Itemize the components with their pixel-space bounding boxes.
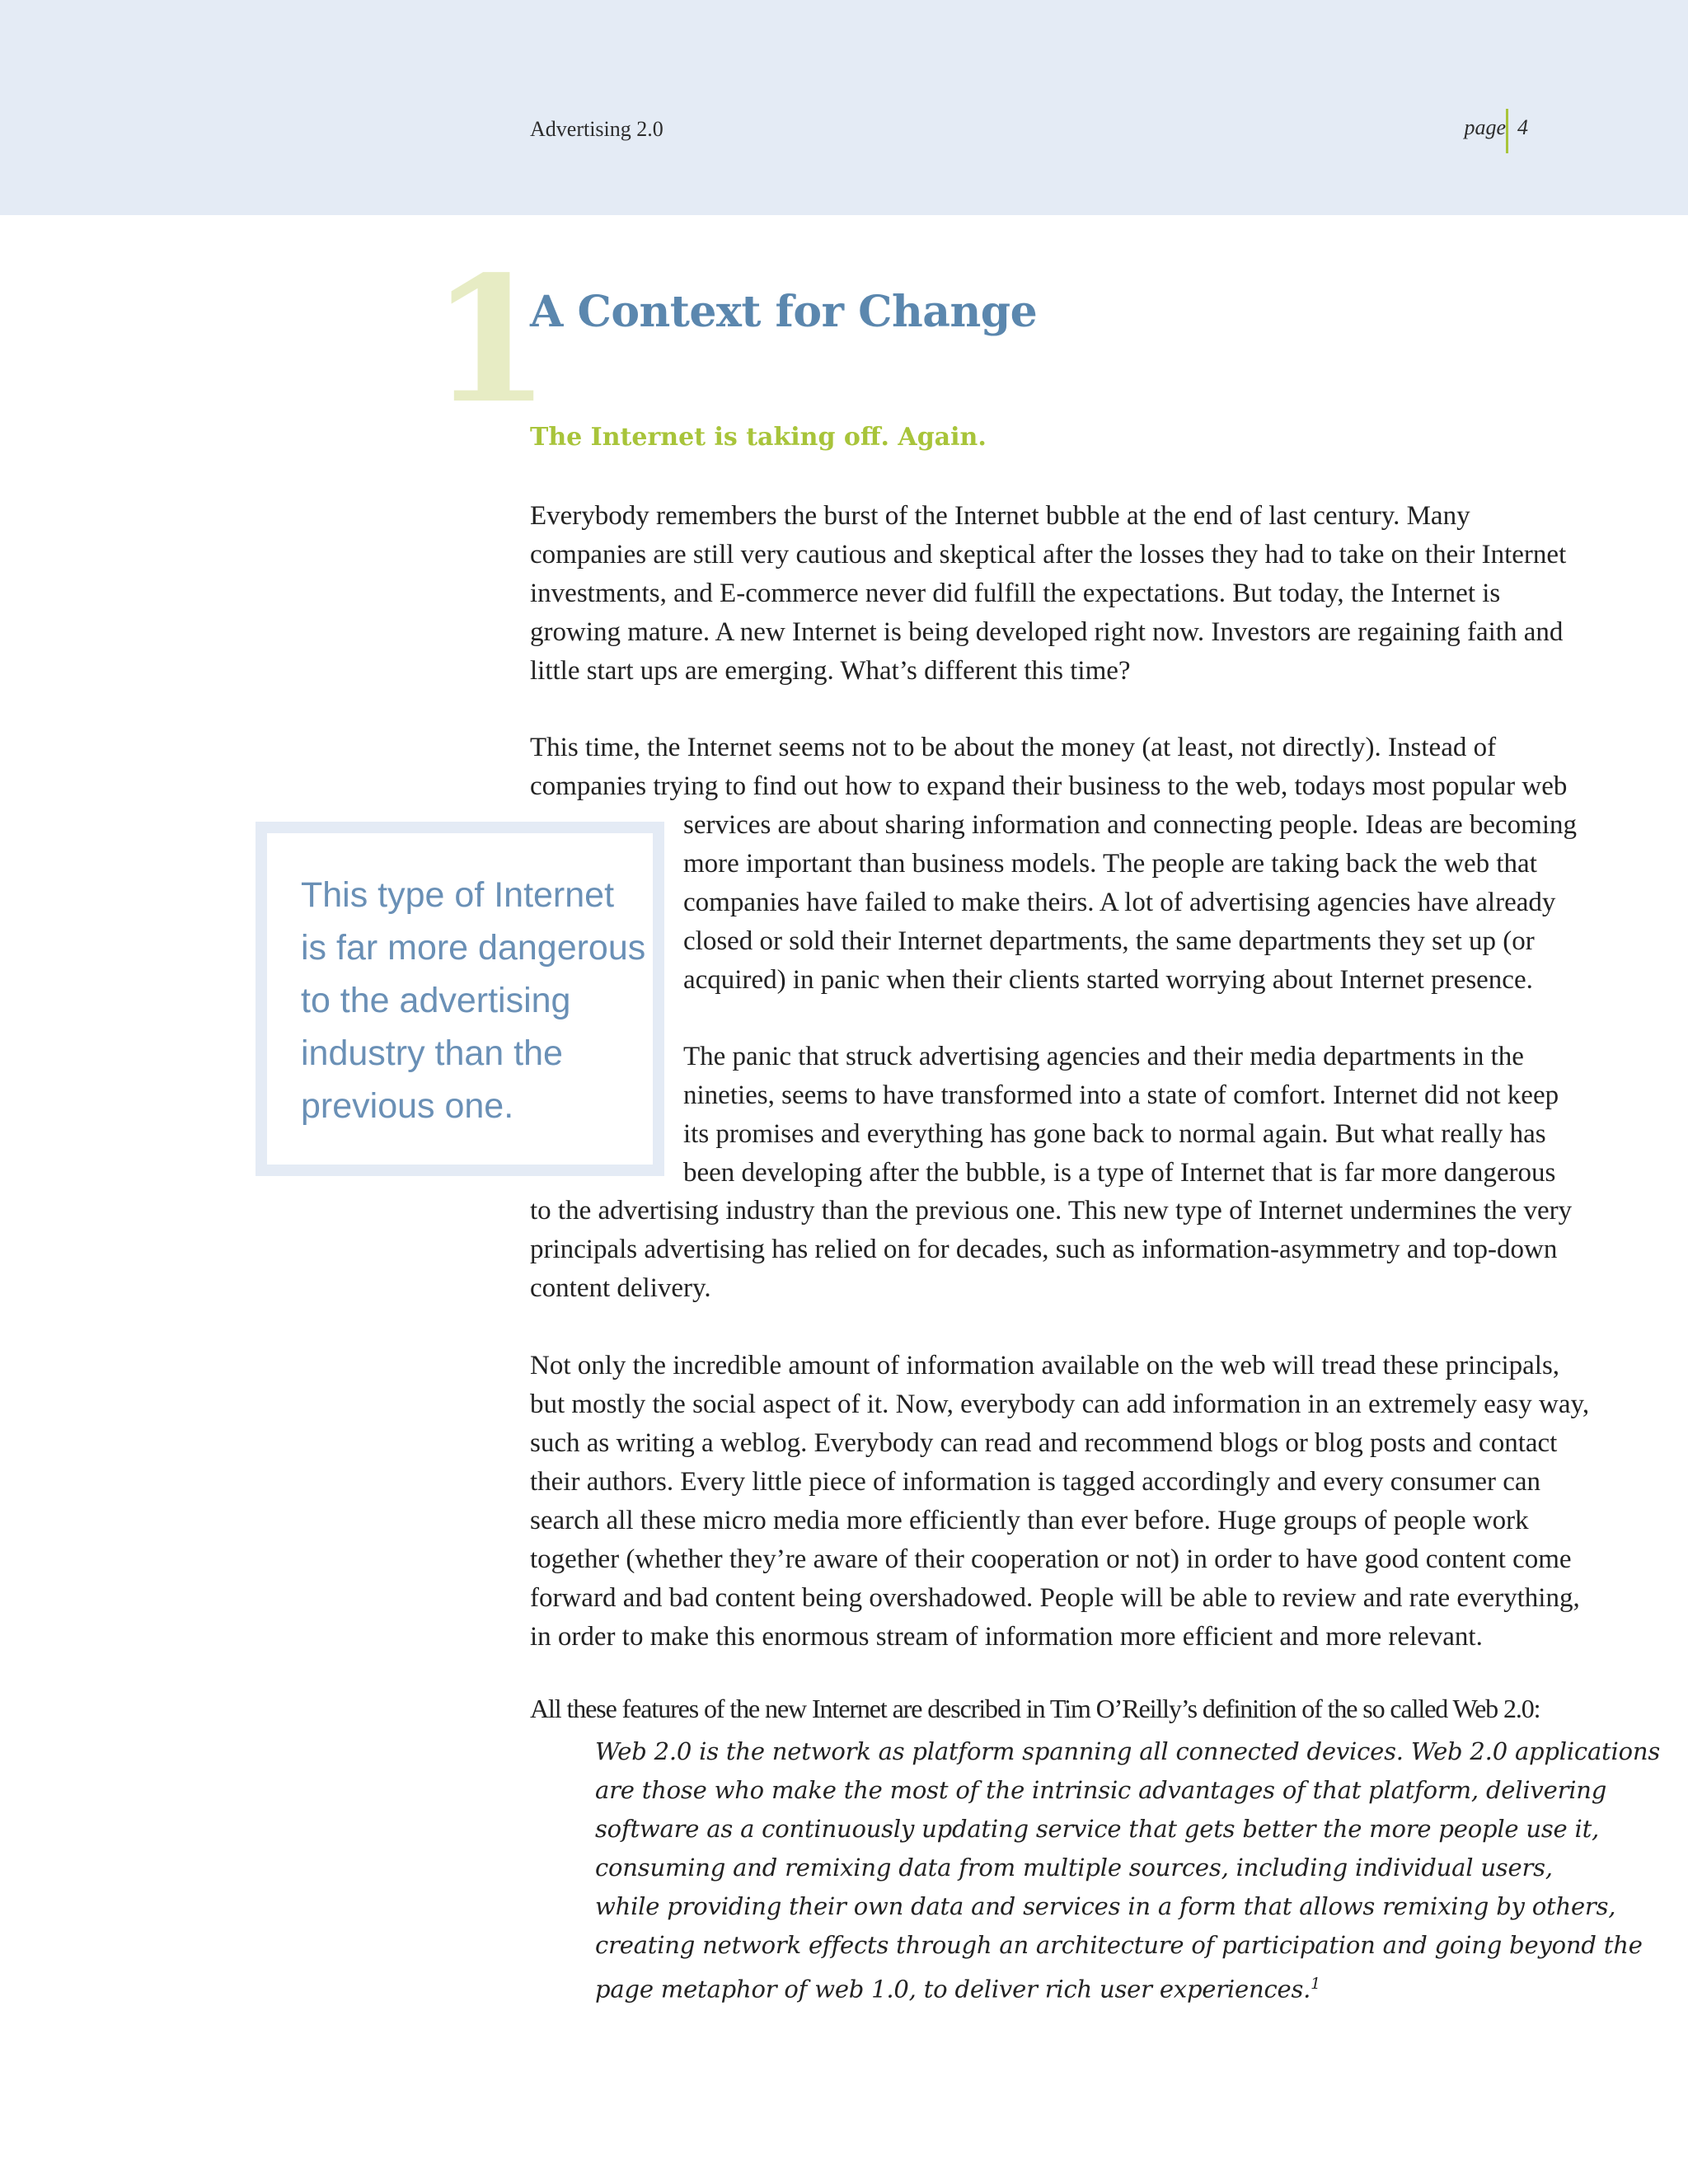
text-line: their authors. Every little piece of information is tagged accordingly and every consumer can [530,1467,1541,1497]
chapter-title: A Context for Change [530,287,1038,337]
chapter-subtitle: The Internet is taking off. Again. [530,423,987,452]
page-divider [1506,109,1508,153]
pullquote-line: is far more dangerous [301,928,646,968]
quote-line: consuming and remixing data from multiple sources, including individual users, [595,1854,1553,1882]
text-line: to the advertising industry than the previous one. This new type of Internet undermines the very [530,1196,1573,1226]
quote-line-last [595,1965,1660,2009]
text-line: closed or sold their Internet departments, the same departments they set up (or [683,926,1535,956]
pullquote-line: This type of Internet [301,875,615,915]
text-line: search all these micro media more efficiently than ever before. Huge groups of people work [530,1506,1529,1535]
text-line: but mostly the social aspect of it. Now, everybody can add information in an extremely easy way, [530,1390,1590,1419]
text-line: This time, the Internet seems not to be about the money (at least, not directly). Instead of [530,733,1497,762]
quote-line: Web 2.0 is the network as platform spanning all connected devices. Web 2.0 applications [595,1737,1661,1765]
text-line: growing mature. A new Internet is being developed right now. Investors are regaining faith and [530,617,1564,647]
pullquote-line: to the advertising [301,981,571,1020]
pullquote-line: previous one. [301,1086,514,1126]
text-line: investments, and E-commerce never did fulfill the expectations. But today, the Internet is [530,579,1501,608]
text-line: Everybody remembers the burst of the Internet bubble at the end of last century. Many [530,501,1470,531]
text-line: content delivery. [530,1273,711,1303]
text-line: Not only the incredible amount of information available on the web will tread these principals, [530,1351,1560,1380]
text-line: such as writing a weblog. Everybody can read and recommend blogs or blog posts and contact [530,1428,1558,1458]
chapter-number: 1 [430,238,551,442]
quote-line: are those who make the most of the intrinsic advantages of that platform, delivering [595,1776,1607,1804]
pullquote-text [301,869,655,1132]
text-line: been developing after the bubble, is a type of Internet that is far more dangerous [683,1158,1556,1188]
paragraph-2-indented [683,806,1577,1000]
quote-line: while providing their own data and services in a form that allows remixing by others, [595,1892,1616,1920]
paragraph-3-indented [683,1038,1559,1193]
quote-intro: All these features of the new Internet are described in Tim O’Reilly’s definition of the so called Web 2.0: [530,1694,1540,1723]
text-line: more important than business models. The people are taking back the web that [683,849,1537,879]
paragraph-2-full [530,729,1567,806]
footnote-ref[interactable]: 1 [1311,1975,1321,1993]
text-line: services are about sharing information and connecting people. Ideas are becoming [683,810,1578,840]
text-line: companies trying to find out how to expand their business to the web, todays most popular web [530,771,1568,801]
text-line: companies are still very cautious and skeptical after the losses they had to take on their Internet [530,540,1567,569]
paragraph-4 [530,1347,1589,1657]
page-number: 4 [1517,115,1528,139]
text-line: nineties, seems to have transformed into a state of comfort. Internet did not keep [683,1080,1559,1110]
running-title: Advertising 2.0 [530,117,663,141]
quote-line: creating network effects through an architecture of participation and going beyond the [595,1931,1643,1959]
text-line: little start ups are emerging. What’s different this time? [530,656,1131,686]
pullquote-line: industry than the [301,1033,563,1073]
page-label: page [1464,115,1506,139]
header-band [0,0,1688,215]
text-line: in order to make this enormous stream of information more efficient and more relevant. [530,1622,1483,1652]
text-line: The panic that struck advertising agencies and their media departments in the [683,1042,1524,1071]
text-line: forward and bad content being overshadowed. People will be able to review and rate everything, [530,1583,1580,1613]
quote-line: software as a continuously updating service that gets better the more people use it, [595,1815,1600,1843]
paragraph-1 [530,497,1566,691]
text-line: acquired) in panic when their clients started worrying about Internet presence. [683,965,1533,995]
oreilly-blockquote [595,1732,1660,2009]
text-line: its promises and everything has gone back to normal again. But what really has [683,1119,1546,1149]
text-line: companies have failed to make theirs. A lot of advertising agencies have already [683,888,1556,917]
text-line: principals advertising has relied on for decades, such as information-asymmetry and top-down [530,1235,1558,1264]
quote-line-text: page metaphor of web 1.0, to deliver rich user experiences. [595,1975,1311,2004]
paragraph-3-full [530,1192,1572,1308]
text-line: together (whether they’re aware of their cooperation or not) in order to have good content come [530,1544,1572,1574]
